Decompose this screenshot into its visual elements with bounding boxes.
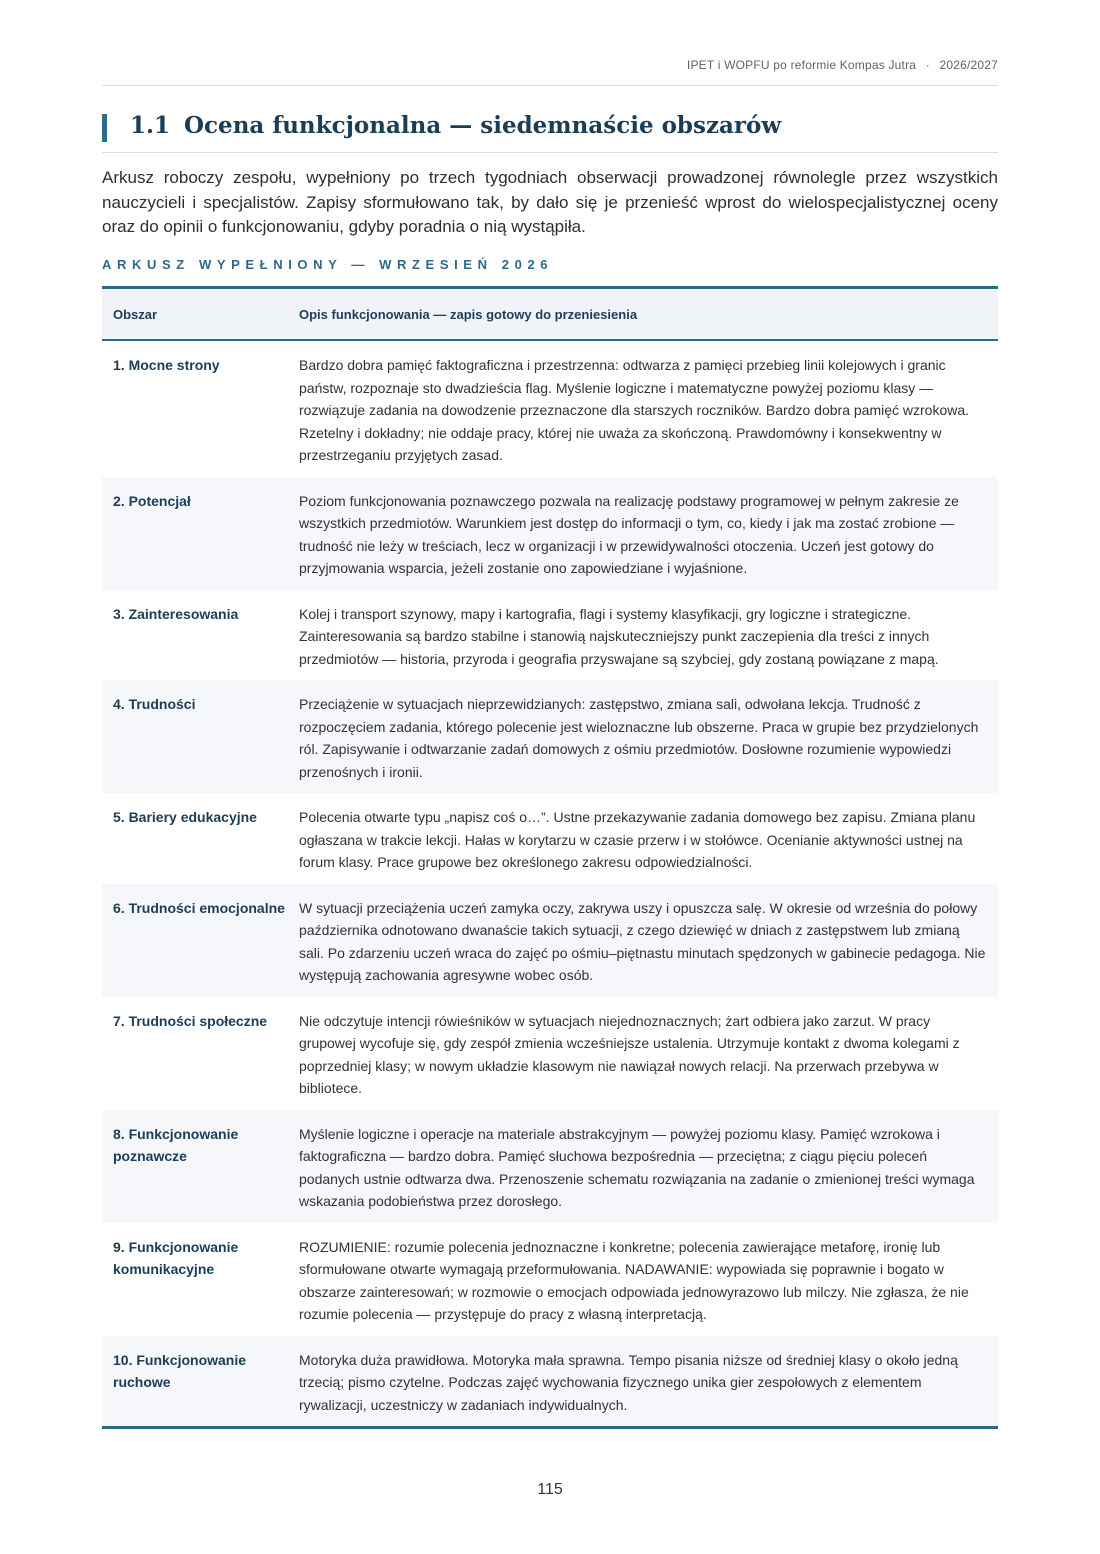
area-name: 3. Zainteresowania xyxy=(113,605,239,622)
area-description: Myślenie logiczne i operacje na materiale abstrakcyjnym — powyżej poziomu klasy. Pamięć wzrokowa i faktograficzna — bardzo dobra. Pamięć słuchowa bezpośrednia — przeciętna; z ciągu pięciu poleceń podanych ustnie odtwarza dwa. Przenoszenie schematu rozwiązania na zadanie o zmienionej treści wymaga wskazania podobieństwa przez dorosłego. xyxy=(299,1125,975,1209)
section-number: 1.1 xyxy=(130,112,171,139)
table-row xyxy=(102,1110,998,1223)
table-header-row xyxy=(102,289,998,341)
area-name: 1. Mocne strony xyxy=(113,357,220,373)
table-row xyxy=(102,477,998,590)
area-description: Nie odczytuje intencji rówieśników w sytuacjach niejednoznacznych; żart odbiera jako zarzut. W pracy grupowej wycofuje się, gdy zespół zmienia wcześniejsze ustalenia. Utrzymuje kontakt z dwoma kolegami z poprzedniej klasy; w nowym układzie klasowym nie nawiązał nowych relacji. Na przerwach przebywa w bibliotece. xyxy=(299,1012,960,1096)
area-description: Bardzo dobra pamięć faktograficzna i przestrzenna: odtwarza z pamięci przebieg linii kolejowych i granic państw, rozpoznaje sto dwadzieścia flag. Myślenie logiczne i matematyczne powyżej poziomu klasy — rozwiązuje zadania na dowodzenie przeznaczone dla starszych roczników. Bardzo dobra pamięć wzrokowa. Rzetelny i dokładny; nie oddaje pracy, której nie uważa za skończoną. Prawdomówny i konsekwentny w przestrzeganiu przyjętych zasad. xyxy=(299,357,970,463)
area-name: 10. Funkcjonowanie ruchowe xyxy=(113,1351,247,1390)
section-title xyxy=(130,112,781,139)
area-description: ROZUMIENIE: rozumie polecenia jednoznaczne i konkretne; polecenia zawierające metaforę, ironię lub sformułowane otwarte wymagają przeformułowania. NADAWANIE: wypowiada się poprawnie i bogato w obszarze zainteresowań; w rozmowie o emocjach odpowiada jednowyrazowo lub milczy. Nie zgłasza, że nie rozumie polecenia — przystępuje do pracy z własną interpretacją. xyxy=(299,1238,969,1322)
area-name: 2. Potencjał xyxy=(113,492,191,509)
section-title-text: Ocena funkcjonalna — siedemnaście obszarów xyxy=(184,112,782,139)
table-row xyxy=(102,1336,998,1427)
table-row xyxy=(102,997,998,1110)
header-rule xyxy=(102,85,998,86)
intro-paragraph: Arkusz roboczy zespołu, wypełniony po trzech tygodniach obserwacji prowadzonej równolegle przez wszystkich nauczycieli i specjalistów. Zapisy sformułowano tak, by dało się je przenieść wprost do wielospecjalistycznej oceny oraz do opinii o funkcjonowaniu, gdyby poradnia o nią wystąpiła. xyxy=(102,168,998,236)
running-header xyxy=(687,58,998,72)
column-header-description: Opis funkcjonowania — zapis gotowy do przeniesienia xyxy=(299,306,638,322)
page-number: 115 xyxy=(537,1481,563,1498)
area-description: Polecenia otwarte typu „napisz coś o…”. Ustne przekazywanie zadania domowego bez zapisu. Zmiana planu ogłaszana w trakcie lekcji. Hałas w korytarzu w czasie przerw i w stołówce. Ocenianie aktywności ustnej na forum klasy. Prace grupowe bez określonego zakresu odpowiedzialności. xyxy=(299,809,976,870)
area-description: Motoryka duża prawidłowa. Motoryka mała sprawna. Tempo pisania niższe od średniej klasy o około jedną trzecią; pismo czytelne. Podczas zajęć wychowania fizycznego unika gier zespołowych z elementem rywalizacji, uczestniczy w zadaniach indywidualnych. xyxy=(299,1351,958,1413)
area-description: Poziom funkcjonowania poznawczego pozwala na realizację podstawy programowej w pełnym zakresie ze wszystkich przedmiotów. Warunkiem jest dostęp do informacji o tym, co, kiedy i jak ma zostać zrobione — trudność nie leży w treściach, lecz w organizacji i w przewidywalności otoczenia. Uczeń jest gotowy do przyjmowania wsparcia, jeżeli zostanie ono zapowiedziane i wyjaśnione. xyxy=(299,492,959,576)
area-name: 7. Trudności społeczne xyxy=(113,1012,268,1029)
section-accent-bar xyxy=(102,114,107,142)
area-name: 8. Funkcjonowanie poznawcze xyxy=(113,1125,239,1164)
table-row xyxy=(102,793,998,884)
area-name: 6. Trudności emocjonalne xyxy=(113,899,285,916)
area-description: Przeciążenie w sytuacjach nieprzewidzianych: zastępstwo, zmiana sali, odwołana lekcja. Trudność z rozpoczęciem zadania, którego polecenie jest wieloznaczne lub obszerne. Praca w grupie bez przydzielonych ról. Zapisywanie i odtwarzanie zadań domowych z ośmiu przedmiotów. Dosłowne rozumienie wypowiedzi przenośnych i ironii. xyxy=(299,696,979,780)
area-name: 4. Trudności xyxy=(113,696,196,712)
table-row xyxy=(102,680,998,793)
section-heading xyxy=(102,110,998,153)
table-row xyxy=(102,341,998,477)
column-header-area: Obszar xyxy=(113,306,158,322)
area-description: W sytuacji przeciążenia uczeń zamyka oczy, zakrywa uszy i opuszcza salę. W okresie od września do połowy października odnotowano dwanaście takich sytuacji, z czego dziewięć w dniach z zastępstwem lub zmianą sali. Po zdarzeniu uczeń wraca do zajęć po ośmiu–piętnastu minutach spędzonych w gabinecie pedagoga. Nie występują zachowania agresywne wobec osób. xyxy=(299,899,986,983)
running-title: IPET i WOPFU po reformie Kompas Jutra xyxy=(686,58,917,72)
table-row xyxy=(102,1223,998,1336)
area-name: 5. Bariery edukacyjne xyxy=(113,809,257,825)
area-name: 9. Funkcjonowanie komunikacyjne xyxy=(113,1238,239,1277)
table-kicker: ARKUSZ WYPEŁNIONY — WRZESIEŃ 2026 xyxy=(102,257,554,272)
area-description: Kolej i transport szynowy, mapy i kartografia, flagi i systemy klasyfikacji, gry logiczne i strategiczne. Zainteresowania są bardzo stabilne i stanowią najskuteczniejszy punkt zaczepienia dla treści z innych przedmiotów — historia, przyroda i geografia przyswajane są szybciej, gdy zostaną powiązane z mapą. xyxy=(299,605,939,667)
assessment-table xyxy=(102,286,998,1429)
table-row xyxy=(102,884,998,997)
header-year: 2026/2027 xyxy=(939,58,998,72)
header-separator: · xyxy=(925,58,930,72)
table-row xyxy=(102,590,998,681)
